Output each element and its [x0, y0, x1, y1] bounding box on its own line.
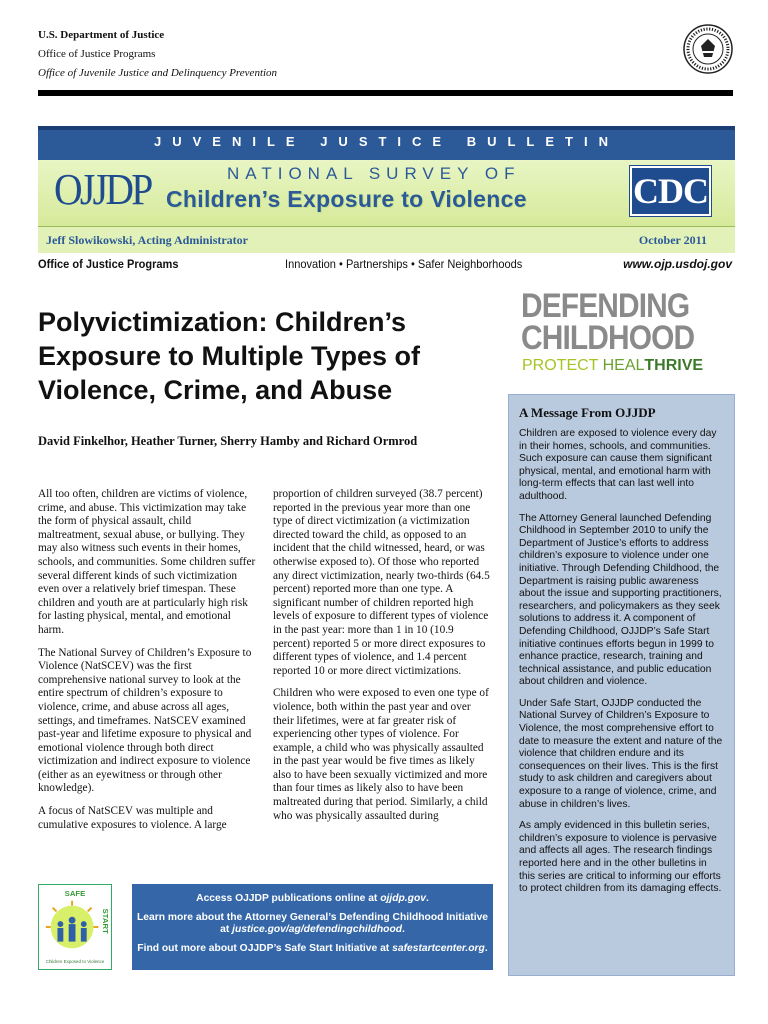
body-paragraph: proportion of children surveyed (38.7 percent) reported in the previous year more than one type of direct victimization (a victimization directed toward the child, as opposed to an incident that the child witnessed, heard, or was otherwise exposed to). Of those who reported any direct victimization, nearly two-thirds (64.5 percent) reported more than one type. A significant number of children reported high levels of exposure to different types of violence in the past year: more than 1 in 10 (10.9 percent) reported 5 or more direct exposures to different types of violence, and 1.4 percent reported 10 or more direct victimizations.: [273, 488, 490, 677]
survey-band: [38, 160, 735, 226]
agency-header: [38, 26, 277, 83]
access-line-1: Access OJJDP publications online at ojjdp.gov.: [196, 893, 429, 904]
safe-start-side-text: START: [101, 908, 111, 934]
protect-heal-thrive: PROTECT HEALTHRIVE: [522, 357, 704, 374]
body-paragraph: The National Survey of Children’s Exposure to Violence (NatSCEV) was the first comprehensive national survey to look at the entire spectrum of children’s exposure to violence, crime, and abuse across all ages, settings, and timeframes. NatSCEV examined past-year and lifetime exposure to physical and emotional violence through both direct victimization and indirect exposure to violence (either as an eyewitness or through other knowledge).: [38, 646, 252, 795]
ojp-label: Office of Justice Programs: [38, 257, 179, 271]
body-paragraph: All too often, children are victims of violence, crime, and abuse. This victimization may take the form of physical assault, child maltreatment, sexual abuse, or bullying. They may also witness such events in their homes, schools, and communities. Some children suffer several different kinds of such victimization even over a relatively brief timespan. These children and youth are at particularly high risk for lasting physical, mental, and emotional harm.: [38, 488, 256, 636]
message-sidebar: [508, 394, 735, 976]
safe-start-logo: [38, 884, 112, 970]
sidebar-paragraph: Children are exposed to violence every day in their homes, schools, and communities. Such exposure can cause them significant physical, mental, and emotional harm with long-term effects that can last well into adulthood.: [519, 428, 717, 502]
defending-childhood-logo: [521, 287, 695, 357]
cdc-logo: [630, 166, 711, 216]
sidebar-paragraph: Under Safe Start, OJJDP conducted the National Survey of Children’s Exposure to Violence, the most comprehensive effort to date to measure the extent and nature of the violence that children endure and its consequences on their lives. This is the first study to ask children and caregivers about exposure to a range of violence, crime, and abuse in children’s lives.: [519, 697, 723, 810]
sidebar-paragraph: The Attorney General launched Defending Childhood in September 2010 to unify the Department of Justice’s efforts to address children’s exposure to violence under one initiative. Through Defending Childhood, the Department is raising public awareness about the issue and supporting practitioners, researchers, and policymakers as they seek solutions to address it. A component of Defending Childhood, OJJDP’s Safe Start initiative continues efforts begun in 1999 to enhance practice, research, training and technical assistance, and public education about children and violence.: [519, 512, 722, 688]
childhood-text: CHILDHOOD: [521, 319, 695, 357]
department-name: U.S. Department of Justice: [38, 29, 165, 41]
body-column-2: [273, 488, 491, 832]
ojp-tagline: Innovation • Partnerships • Safer Neighborhoods: [285, 257, 523, 271]
article-title: Polyvictimization: Children’s Exposure to Multiple Types of Violence, Crime, and Abuse: [38, 307, 421, 405]
doj-seal-icon: [683, 24, 733, 74]
safe-start-link[interactable]: safestartcenter.org: [392, 942, 485, 954]
series-title: JUVENILE JUSTICE BULLETIN: [154, 134, 619, 149]
ojp-url[interactable]: www.ojp.usdoj.gov: [623, 257, 732, 271]
sub-office-name: Office of Juvenile Justice and Delinquency Prevention: [38, 67, 278, 79]
ojjdp-logo: OJJDP: [54, 165, 151, 214]
sidebar-paragraph: As amply evidenced in this bulletin series, children’s exposure to violence is pervasive and affects all ages. The research findings reported here and in the other bulletins in this series are critical to informing our efforts to protect children from its damaging effects.: [519, 820, 722, 895]
administrator-name: Jeff Slowikowski, Acting Administrator: [46, 233, 249, 247]
access-line-3: Find out more about OJJDP’s Safe Start Initiative at safestartcenter.org.: [137, 942, 488, 954]
survey-name-line2: Children’s Exposure to Violence: [166, 186, 527, 212]
cdc-logo-text: CDC: [633, 171, 708, 211]
administrator-strip: [38, 226, 735, 253]
access-line-2: Learn more about the Attorney General’s Defending Childhood Initiative at justice.gov/ag/defendingchildhood.: [136, 911, 489, 936]
article-authors: David Finkelhor, Heather Turner, Sherry Hamby and Richard Ormrod: [38, 434, 418, 448]
safe-start-caption: Children Exposed to Violence: [45, 959, 105, 964]
header-rule: [38, 90, 733, 96]
defending-text: DEFENDING: [521, 287, 690, 325]
office-name: Office of Justice Programs: [38, 48, 156, 60]
survey-name-line1: NATIONAL SURVEY OF: [227, 164, 521, 183]
body-paragraph: A focus of NatSCEV was multiple and cumulative exposures to violence. A large: [38, 805, 227, 831]
body-paragraph: Children who were exposed to even one type of violence, both within the past year and over their lifetimes, were at far greater risk of experiencing other types of violence. For example, a child who was physically assaulted in the past year would be five times as likely also to have been sexually victimized and more than four times as likely also to have been maltreated during that period. Similarly, a child who was physically assaulted during: [273, 687, 489, 822]
body-column-1: [38, 488, 256, 841]
publication-date: October 2011: [638, 233, 707, 247]
bulletin-banner: [38, 126, 735, 253]
sidebar-heading: A Message From OJJDP: [519, 405, 656, 420]
ojjdp-link[interactable]: ojjdp.gov: [380, 893, 426, 904]
access-box: [132, 884, 493, 970]
safe-start-top-text: SAFE: [64, 888, 86, 898]
defending-childhood-link[interactable]: justice.gov/ag/defendingchildhood: [232, 924, 403, 936]
